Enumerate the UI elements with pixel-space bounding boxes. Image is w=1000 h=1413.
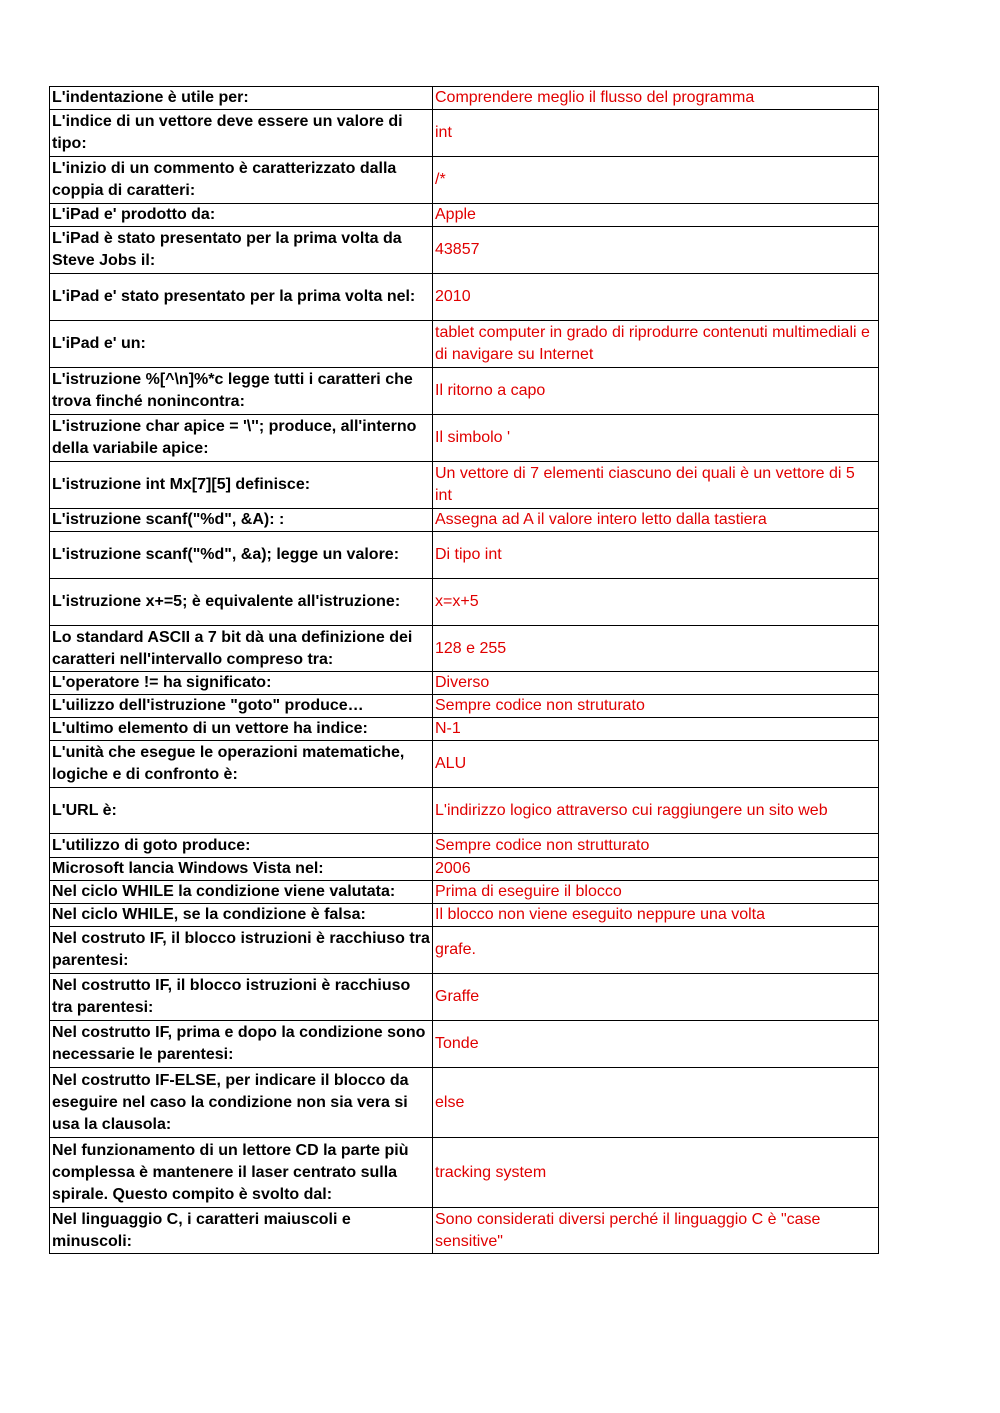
question-cell: L'iPad e' un:	[50, 321, 433, 368]
table-row	[50, 157, 879, 204]
table-row	[50, 718, 879, 741]
answer-cell: tracking system	[433, 1138, 879, 1208]
answer-cell: Assegna ad A il valore intero letto dalla tastiera	[433, 509, 879, 532]
qa-table	[49, 86, 879, 1254]
question-cell: L'iPad è stato presentato per la prima volta da Steve Jobs il:	[50, 227, 433, 274]
table-row	[50, 834, 879, 858]
table-row	[50, 274, 879, 321]
question-cell: L'unità che esegue le operazioni matematiche, logiche e di confronto è:	[50, 741, 433, 788]
table-row	[50, 1021, 879, 1068]
answer-cell: L'indirizzo logico attraverso cui raggiungere un sito web	[433, 788, 879, 834]
table-row	[50, 927, 879, 974]
question-cell: Nel costrutto IF-ELSE, per indicare il blocco da eseguire nel caso la condizione non sia vera si usa la clausola:	[50, 1068, 433, 1138]
question-cell: Nel costruto IF, il blocco istruzioni è racchiuso tra parentesi:	[50, 927, 433, 974]
question-cell: L'indice di un vettore deve essere un valore di tipo:	[50, 110, 433, 157]
answer-cell: Sempre codice non struturato	[433, 695, 879, 718]
table-row	[50, 204, 879, 227]
question-cell: L'operatore != ha significato:	[50, 672, 433, 695]
answer-cell: /*	[433, 157, 879, 204]
answer-cell: Graffe	[433, 974, 879, 1021]
table-row	[50, 1138, 879, 1208]
table-row	[50, 626, 879, 672]
table-row	[50, 881, 879, 904]
answer-cell: Sempre codice non strutturato	[433, 834, 879, 858]
answer-cell: grafe.	[433, 927, 879, 974]
answer-cell: Comprendere meglio il flusso del programma	[433, 87, 879, 110]
table-row	[50, 110, 879, 157]
table-row	[50, 741, 879, 788]
question-cell: L'istruzione %[^\n]%*c legge tutti i caratteri che trova finché nonincontra:	[50, 368, 433, 415]
answer-cell: 2006	[433, 858, 879, 881]
answer-cell: Sono considerati diversi perché il linguaggio C è "case sensitive"	[433, 1208, 879, 1254]
question-cell: L'indentazione è utile per:	[50, 87, 433, 110]
qa-table-body	[50, 87, 879, 1254]
table-row	[50, 695, 879, 718]
table-row	[50, 462, 879, 509]
question-cell: L'uilizzo dell'istruzione "goto" produce…	[50, 695, 433, 718]
answer-cell: int	[433, 110, 879, 157]
answer-cell: 128 e 255	[433, 626, 879, 672]
question-cell: L'iPad e' stato presentato per la prima volta nel:	[50, 274, 433, 321]
table-row	[50, 532, 879, 579]
table-row	[50, 321, 879, 368]
question-cell: Nel funzionamento di un lettore CD la parte più complessa è mantenere il laser centrato sulla spirale. Questo compito è svolto dal:	[50, 1138, 433, 1208]
answer-cell: Il blocco non viene eseguito neppure una volta	[433, 904, 879, 927]
question-cell: Nel costrutto IF, il blocco istruzioni è racchiuso tra parentesi:	[50, 974, 433, 1021]
table-row	[50, 1208, 879, 1254]
question-cell: L'ultimo elemento di un vettore ha indice:	[50, 718, 433, 741]
table-row	[50, 788, 879, 834]
table-row	[50, 415, 879, 462]
question-cell: Microsoft lancia Windows Vista nel:	[50, 858, 433, 881]
answer-cell: tablet computer in grado di riprodurre contenuti multimediali e di navigare su Internet	[433, 321, 879, 368]
answer-cell: N-1	[433, 718, 879, 741]
table-row	[50, 227, 879, 274]
answer-cell: 2010	[433, 274, 879, 321]
table-row	[50, 87, 879, 110]
question-cell: L'istruzione char apice = '\''; produce, all'interno della variabile apice:	[50, 415, 433, 462]
answer-cell: Prima di eseguire il blocco	[433, 881, 879, 904]
table-row	[50, 579, 879, 626]
answer-cell: Di tipo int	[433, 532, 879, 579]
table-row	[50, 858, 879, 881]
answer-cell: Il ritorno a capo	[433, 368, 879, 415]
question-cell: Lo standard ASCII a 7 bit dà una definizione dei caratteri nell'intervallo compreso tra:	[50, 626, 433, 672]
answer-cell: ALU	[433, 741, 879, 788]
answer-cell: Tonde	[433, 1021, 879, 1068]
table-row	[50, 672, 879, 695]
question-cell: L'istruzione x+=5; è equivalente all'istruzione:	[50, 579, 433, 626]
question-cell: Nel costrutto IF, prima e dopo la condizione sono necessarie le parentesi:	[50, 1021, 433, 1068]
question-cell: L'istruzione scanf("%d", &A): :	[50, 509, 433, 532]
table-row	[50, 368, 879, 415]
answer-cell: Diverso	[433, 672, 879, 695]
table-row	[50, 904, 879, 927]
answer-cell: Un vettore di 7 elementi ciascuno dei quali è un vettore di 5 int	[433, 462, 879, 509]
answer-cell: x=x+5	[433, 579, 879, 626]
question-cell: L'inizio di un commento è caratterizzato dalla coppia di caratteri:	[50, 157, 433, 204]
question-cell: L'utilizzo di goto produce:	[50, 834, 433, 858]
table-row	[50, 974, 879, 1021]
question-cell: Nel ciclo WHILE la condizione viene valutata:	[50, 881, 433, 904]
question-cell: L'istruzione int Mx[7][5] definisce:	[50, 462, 433, 509]
table-row	[50, 509, 879, 532]
question-cell: Nel ciclo WHILE, se la condizione è falsa:	[50, 904, 433, 927]
answer-cell: else	[433, 1068, 879, 1138]
answer-cell: 43857	[433, 227, 879, 274]
question-cell: Nel linguaggio C, i caratteri maiuscoli e minuscoli:	[50, 1208, 433, 1254]
question-cell: L'URL è:	[50, 788, 433, 834]
question-cell: L'istruzione scanf("%d", &a); legge un valore:	[50, 532, 433, 579]
table-row	[50, 1068, 879, 1138]
answer-cell: Apple	[433, 204, 879, 227]
question-cell: L'iPad e' prodotto da:	[50, 204, 433, 227]
answer-cell: Il simbolo '	[433, 415, 879, 462]
